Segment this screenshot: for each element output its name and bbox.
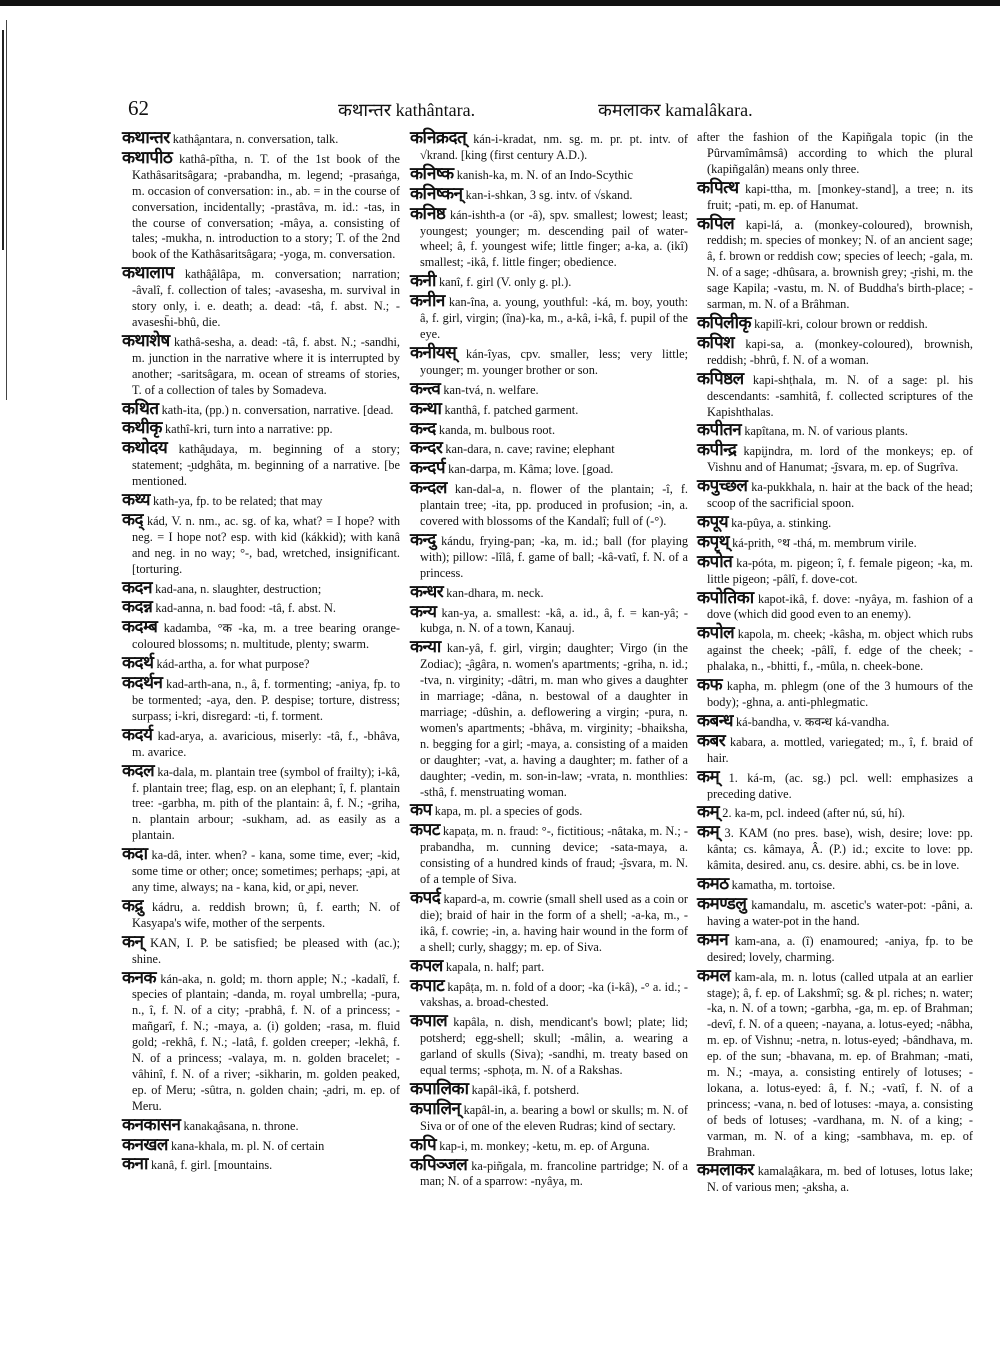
entry-headword: कम् xyxy=(697,802,720,822)
entry-definition: kapala, n. half; part. xyxy=(442,959,545,974)
dictionary-entry xyxy=(410,378,688,399)
entry-definition: kapîtana, m. N. of various plants. xyxy=(741,424,908,439)
dictionary-entry xyxy=(410,1098,688,1135)
entry-headword: कपिञ्जल xyxy=(410,1154,468,1174)
entry-headword: कपूय xyxy=(697,511,729,531)
entry-headword: कपाट xyxy=(410,975,445,995)
dictionary-entry xyxy=(697,710,973,731)
entry-headword: कपाल xyxy=(410,1011,448,1031)
entry-definition: kan-dara, n. cave; ravine; elephant xyxy=(442,442,615,457)
dictionary-entry xyxy=(410,601,688,638)
dictionary-entry xyxy=(122,846,400,896)
entry-definition: ka-póta, m. pigeon; î, f. female pigeon; -ka, m. little pigeon; -pâlî, f. dove-cot. xyxy=(707,555,973,586)
entry-headword: कपोल xyxy=(697,623,735,643)
dictionary-entry xyxy=(697,1162,973,1196)
dictionary-entry xyxy=(122,130,400,148)
dictionary-column-3 xyxy=(697,130,973,1198)
dictionary-entry xyxy=(122,931,400,968)
entry-headword: कपृथ् xyxy=(697,531,730,551)
dictionary-entry xyxy=(122,1114,400,1135)
entry-headword: कदा xyxy=(122,844,148,864)
entry-headword: कना xyxy=(122,1154,148,1174)
entry-headword: कनकासन xyxy=(122,1114,181,1134)
entry-definition: kan-dhara, m. neck. xyxy=(443,585,544,600)
dictionary-entry xyxy=(697,677,973,711)
dictionary-entry xyxy=(410,822,688,888)
dictionary-entry xyxy=(122,265,400,331)
entry-headword: कनीयस् xyxy=(410,342,457,362)
entry-definition: kapâl-in, a. bearing a bowl or skulls; m. N. of Siva or of one of the eleven Rudras; kind of sectary. xyxy=(420,1102,688,1133)
entry-headword: कन्द xyxy=(410,418,436,438)
entry-definition: kan-darpa, m. Kâma; love. [goad. xyxy=(445,462,614,477)
entry-headword: कदर्य xyxy=(122,724,153,744)
entry-headword: कन्दु xyxy=(410,529,436,549)
dictionary-entry xyxy=(410,163,688,184)
entry-definition: kán-i-kradat, nm. sg. m. pr. pt. intv. of √krand. [king (first century A.D.). xyxy=(420,132,688,162)
entry-definition: kán-aka, n. gold; m. thorn apple; N.; -kadalî, f. species of plantain; -danda, m. royal umbrella; -pura, n., î, f. N. of a city; -prabhâ, f. N. of a princess; -mañgarî, f. N.; -maya, a. (i) golden; -rasa, m. fluid gold; -rekhâ, f. N.; -latâ, f. golden creeper; -lekhâ, f. N. of a princess; -valaya, m. n. golden bracelet; -vâhinî, f. N. of a river; -sikharin, m. golden peaked, ep. of Meru; -sûtra, n. golden chain; -̮adri, m. ep. of Meru. xyxy=(132,971,400,1113)
entry-definition: kapha, m. phlegm (one of the 3 humours of the body); -ghna, a. anti-phlegmatic. xyxy=(707,679,973,709)
dictionary-entry xyxy=(410,1078,688,1099)
entry-definition: ka-dala, m. plantain tree (symbol of frailty); i-kâ, f. plantain tree; flag, esp. on an elephant; î, f. plantain tree: -garbha, m. pith of the plantain: â, f. N.; -griha, n. plantain arbour; -sukham, ad. as easily as a plantain. xyxy=(132,764,400,843)
dictionary-column-2 xyxy=(410,130,688,1192)
dictionary-entry xyxy=(122,492,400,510)
entry-definition: kam-ana, a. (î) enamoured; -aniya, fp. to be desired; lovely, charming. xyxy=(707,933,973,964)
guide-word-right: कमलाकर kamalâkara. xyxy=(598,100,753,120)
entry-headword: कनक xyxy=(122,967,157,987)
entry-definition: kapi-shṭhala, m. N. of a sage: pl. his descendants: -samhitâ, f. collected scriptures of the Kapishthalas. xyxy=(707,372,973,419)
entry-definition: kanda, m. bulbous root. xyxy=(435,422,556,437)
entry-headword: कपोत xyxy=(697,551,733,571)
entry-headword: कम् xyxy=(697,822,720,842)
entry-definition: kan-yâ, f. girl, virgin; daughter; Virgo (in the Zodiac); -̮âgâra, n. women's apartments; -griha, n. id.; -tva, n. virginity; -dâtri, m. man who gives a daughter in marriage; -dâna, n. bestowal of a daughter in marriage; -dûshin, a. deflowering a virgin; -pura, n. women's apartments; -bhâva, m. virginity; -bhaiksha, n. begging for a girl; -maya, a. consisting of a maiden or daughter; -vat, a. having a daughter; m. father of a daughter; -vedin, m. son-in-law; -vrata, n. monthlies: -sthâ, f. menstruating woman. xyxy=(420,641,688,799)
entry-definition: kabara, a. mottled, variegated; m., î, f. braid of hair. xyxy=(707,734,973,765)
dictionary-entry xyxy=(410,440,688,458)
dictionary-entry xyxy=(122,147,400,263)
entry-headword: कन्य xyxy=(410,601,437,621)
entry-headword: कपीन्द्र xyxy=(697,440,737,460)
dictionary-entry xyxy=(122,509,400,578)
dictionary-column-1 xyxy=(122,130,400,1176)
dictionary-entry xyxy=(122,967,400,1115)
dictionary-entry xyxy=(410,639,688,800)
dictionary-entry xyxy=(410,418,688,439)
entry-headword: कन्या xyxy=(410,637,441,657)
dictionary-entry xyxy=(410,581,688,602)
dictionary-entry xyxy=(410,398,688,419)
dictionary-entry xyxy=(697,511,973,532)
entry-definition: KAN, I. P. be satisfied; be pleased with (ac.); shine. xyxy=(132,935,400,966)
entry-headword: कदल xyxy=(122,760,155,780)
dictionary-entry xyxy=(410,460,688,478)
entry-headword: कनिष्ठ xyxy=(410,203,446,223)
entry-headword: कपल xyxy=(410,955,443,975)
entry-headword: कथ्य xyxy=(122,490,150,510)
entry-headword: कन्दर्प xyxy=(410,458,445,478)
entry-definition: kath-ita, (pp.) n. conversation, narrative. [dead. xyxy=(158,402,394,417)
entry-definition: kana-khala, m. pl. N. of certain xyxy=(167,1138,325,1153)
entry-headword: कन्दर xyxy=(410,438,443,458)
entry-headword: कदन xyxy=(122,577,153,597)
dictionary-entry xyxy=(697,422,973,440)
entry-definition: kapâṭa, m. n. fold of a door; -ka (i-kâ), -° a. id.; -vakshas, a. broad-chested. xyxy=(420,979,688,1010)
entry-definition: kándu, frying-pan; -ka, m. id.; ball (for playing with); pillow: -lîlâ, f. game of ball; -kâ-vatî, f. N. of a princess. xyxy=(420,533,688,580)
entry-definition: 1. ká-m, (ac. sg.) pcl. well: emphasizes a preceding dative. xyxy=(707,770,973,801)
dictionary-entry xyxy=(122,420,400,438)
entry-headword: कद्रु xyxy=(122,895,144,915)
entry-headword: कथीकृ xyxy=(122,418,162,438)
entry-headword: कनिक्रदत् xyxy=(410,128,467,147)
dictionary-entry xyxy=(122,724,400,761)
entry-headword: कपुच्छल xyxy=(697,476,748,496)
entry-definition: kapola, m. cheek; -kâsha, m. object which rubs against the cheek; -pâlî, f. edge of the cheek; -phalaka, n., -bhitti, f., -mûla, n. cheek-bone. xyxy=(707,627,973,674)
entry-definition: kathâ̮udaya, m. beginning of a story; statement; -̮udghâta, m. beginning of a narrative. [be mentioned. xyxy=(132,442,400,489)
dictionary-entry xyxy=(122,398,400,419)
entry-definition: kanish-ka, m. N. of an Indo-Scythic xyxy=(453,167,633,182)
page-number: 62 xyxy=(128,96,149,120)
dictionary-entry xyxy=(122,619,400,653)
entry-headword: कनीन xyxy=(410,291,445,311)
dictionary-entry xyxy=(122,895,400,932)
entry-definition: kadamba, °क -ka, m. a tree bearing orange-coloured blossoms; n. multitude, plenty; swarm. xyxy=(132,621,400,652)
dictionary-entry xyxy=(122,599,400,617)
entry-definition: kath-ya, fp. to be related; that may xyxy=(149,494,323,509)
entry-definition: kan-i-shkan, 3 sg. intv. of √skand. xyxy=(462,187,633,202)
entry-definition: kan-tvá, n. welfare. xyxy=(440,382,539,397)
entry-headword: कथाशेष xyxy=(122,330,170,350)
dictionary-entry xyxy=(410,342,688,379)
entry-definition: kán-îyas, cpv. smaller, less; very little; younger; m. younger brother or son. xyxy=(420,346,688,377)
entry-headword: कन् xyxy=(122,931,144,951)
dictionary-entry xyxy=(410,887,688,956)
entry-definition: kapâl-ikâ, f. potsherd. xyxy=(468,1082,580,1097)
entry-headword: कपिलीकृ xyxy=(697,312,752,332)
entry-headword: कपिल xyxy=(697,213,735,233)
entry-headword: कबन्ध xyxy=(697,710,733,730)
entry-headword: कपित्थ xyxy=(697,177,739,197)
entry-definition: kathâ̮âlâpa, m. conversation; narration; -âvalî, f. collection of tales; -avasesha, m. survival in story only, i. e. death; a. dead: -tâ, f. abst. N.; -avasesh̄i-bhû, die. xyxy=(132,267,400,329)
entry-headword: कपोतिका xyxy=(697,587,754,607)
dictionary-entry xyxy=(122,760,400,845)
dictionary-entry xyxy=(410,293,688,343)
entry-definition: kapi-lá, a. (monkey-coloured), brownish, reddish; m. species of monkey; N. of an ancient sage; â, f. brown or reddish cow; species of leech; -gala, m. N. of a sage; -dhûsara, a. brownish grey; -̮rishi, m. the sage Kapila; -vastu, m. N. of Buddha's birth-place; -sarman, m. N. of a Brâhman. xyxy=(707,217,973,312)
entry-definition: kamala̮âkara, m. bed of lotuses, lotus lake; N. of various men; -̮aksha, a. xyxy=(707,1164,973,1195)
dictionary-entry xyxy=(697,478,973,512)
scan-left-edge xyxy=(0,0,10,1372)
entry-definition: kanthâ, f. patched garment. xyxy=(441,402,579,417)
entry-headword: कथोदय xyxy=(122,438,168,458)
dictionary-entry xyxy=(697,531,973,552)
dictionary-entry xyxy=(410,1134,688,1155)
entry-definition: kapot-ikâ, f. dove: -nyâya, m. fashion of a dove (which did good even to an enemy). xyxy=(707,591,973,622)
entry-definition: ká-prith, °थ -thá, m. membrum virile. xyxy=(729,535,917,550)
entry-definition: kan-dal-a, n. flower of the plantain; -î, f. plantain tree; -ita, pp. produced in profusion; -in, a. covered with blossoms of the Kandalî; full of (-°). xyxy=(420,482,688,529)
running-header xyxy=(128,96,978,126)
dictionary-entry xyxy=(697,893,973,930)
dictionary-entry xyxy=(410,1013,688,1079)
scan-top-border xyxy=(0,0,1000,6)
dictionary-entry xyxy=(410,203,688,272)
entry-headword: कथान्तर xyxy=(122,128,170,147)
entry-headword: कम् xyxy=(697,766,720,786)
entry-definition: 2. ka-m, pcl. indeed (after nú, sú, hí). xyxy=(719,806,905,821)
entry-definition: kamatha, m. tortoise. xyxy=(728,878,836,893)
dictionary-entry xyxy=(410,529,688,582)
entry-definition: kad-anna, n. bad food: -tâ, f. abst. N. xyxy=(152,601,336,616)
entry-headword: कदर्थन xyxy=(122,673,163,693)
entry-definition: kádru, a. reddish brown; û, f. earth; N. of Kasyapa's wife, mother of the serpents. xyxy=(132,899,400,930)
dictionary-entry xyxy=(697,332,973,369)
entry-definition: kanaka̮âsana, n. throne. xyxy=(180,1118,299,1133)
entry-headword: कप xyxy=(410,800,432,820)
entry-headword: कमलाकर xyxy=(697,1160,754,1180)
dictionary-entry xyxy=(410,130,688,164)
entry-headword: कपालिका xyxy=(410,1078,469,1098)
entry-headword: कन्था xyxy=(410,398,442,418)
entry-definition: kapilî-kri, colour brown or reddish. xyxy=(751,316,928,331)
entry-headword: कद् xyxy=(122,509,144,529)
entry-definition: kad-arth-ana, n., â, f. tormenting; -aniya, fp. to be tormented; -aya, den. P. despise; torture, distress; surpass; i-kri, disregard: -ti, f. torment. xyxy=(132,677,400,723)
entry-headword: कन्त्व xyxy=(410,378,441,398)
entry-headword: कपीतन xyxy=(697,420,742,440)
entry-definition: kanî, f. girl (V. only g. pl.). xyxy=(435,275,572,290)
entry-definition: kád, V. n. nm., ac. sg. of ka, what? = I hope? with neg. = I hope not? esp. with kid (kákkid); with kanâ and neg. in no way; °-, bad, wretched, insignificant. [torturing. xyxy=(132,513,400,576)
entry-definition: kanâ, f. girl. [mountains. xyxy=(147,1158,273,1173)
entry-definition: after the fashion of the Kapiñgala topic (in the Pûrvamîmâmsâ) according to which the plural (kapiñgalân) means only three. xyxy=(697,130,973,176)
entry-definition: 3. KAM (no pres. base), wish, desire; love: pp. kânta; cs. kâmaya, Â. (P.) id.; excite to love: pp. kâmita, desired. anu, cs. desire. abhi, cs. be in love. xyxy=(707,826,973,873)
dictionary-entry xyxy=(697,213,973,313)
dictionary-entry xyxy=(410,955,688,976)
dictionary-entry xyxy=(122,675,400,725)
dictionary-entry xyxy=(697,730,973,767)
dictionary-entry xyxy=(697,130,973,178)
entry-definition: kathâ-pîtha, n. T. of the 1st book of the Kathâsaritsâgara; -prabandha, m. legend; -prasaṅga, m. occasion of conversation: in., ab. = in the course of conversation, incidentally; -prastâva, m. id.: -tas, in the course of conversation; -mâya, a. consisting of tales; -mukha, n. introduction to a story; T. of the 2nd book of the Kathâsaritsâgara; -yoga, m. conversation. xyxy=(132,151,400,262)
dictionary-entry xyxy=(410,480,688,530)
guide-word-left: कथान्तर kathântara. xyxy=(338,100,476,120)
entry-headword: कमन xyxy=(697,929,729,949)
entry-headword: कनी xyxy=(410,271,436,291)
entry-headword: कपालिन् xyxy=(410,1098,461,1118)
entry-definition: kád-artha, a. for what purpose? xyxy=(153,657,310,672)
entry-definition: kathâ-sesha, a. dead: -tâ, f. abst. N.; -sandhi, m. junction in the narrative where it is interrupted by another; -saritsâgara, m. ocean of streams of stories, T. of a collection of tales by Somadeva. xyxy=(132,334,400,397)
entry-headword: कपि xyxy=(410,1134,437,1154)
entry-definition: kapaṭa, m. n. fraud: °-, fictitious; -nâtaka, m. N.; -prabandha, m. cunning device; -sata-maya, a. consisting of a hundred kinds of fraud; -̮îsvara, m. N. of a temple of Siva. xyxy=(420,824,688,887)
dictionary-entry xyxy=(697,587,973,624)
entry-headword: कथालाप xyxy=(122,263,174,283)
dictionary-entry xyxy=(697,766,973,803)
entry-definition: kapard-a, m. cowrie (small shell used as a coin or die); braid of hair in the form of a shell; -a-ka, m., -ikâ, f. cowrie; -in, a. having hair wound in the form of a shell; curly, shaggy; m. ep. of Siva. xyxy=(420,891,688,954)
entry-definition: kad-ana, n. slaughter, destruction; xyxy=(152,581,322,596)
entry-headword: कनिष्कन् xyxy=(410,183,463,203)
dictionary-entry xyxy=(122,440,400,490)
entry-definition: kam-ala, m. n. lotus (called utpala at an earlier stage); â, f. ep. of Lakshmî; sg. & pl. riches; n. water; -ka, n. N. of a town; -garbha, -ga, m. ep. of Brahman; -devî, f. N. of a queen; -nayana, a. lotus-eyed; -nâbha, m. ep. of Vishnu; -netra, n. lotus-eyed; -bândhava, m. ep. of the sun; -bhavana, m. ep. of Brahman; -mati, m. N.; -maya, a. consisting entirely of lotuses; -lokana, a. lotus-eyed: â, f. N.; -vatî, f. N. of a princess; -vana, n. bed of lotuses: -maya, a. consisting of beds of lotuses; -vardhana, m. N. of a king; -varman, m. N. of a king; -sambhava, m. ep. of Brahman. xyxy=(707,969,973,1159)
entry-definition: kapa, m. pl. a species of gods. xyxy=(431,804,583,819)
entry-headword: कपिश xyxy=(697,332,735,352)
entry-definition: kapi-ttha, m. [monkey-stand], a tree; n. its fruit; -pati, m. ep. of Hanumat. xyxy=(707,181,973,212)
entry-headword: कदम्ब xyxy=(122,617,158,637)
dictionary-entry xyxy=(697,368,973,421)
entry-definition: ká-bandha, v. कवन्ध ká-vandha. xyxy=(732,714,890,729)
dictionary-entry xyxy=(122,330,400,399)
entry-headword: कबर xyxy=(697,730,726,750)
entry-definition: ka-pukkhala, n. hair at the back of the head; scoop of the sacrificial spoon. xyxy=(707,480,973,511)
dictionary-entry xyxy=(697,312,973,333)
entry-definition: ka-piñgala, m. francoline partridge; N. of a man; N. of a sparrow: -nyâya, m. xyxy=(420,1158,688,1189)
entry-definition: kapâla, n. dish, mendicant's bowl; plate; lid; potsherd; egg-shell; skull; -mâlin, a. wearing a garland of skulls (Siva); -sandhi, m. treaty based on equal terms; -sphoṭa, m. N. of a Rakshas. xyxy=(420,1015,688,1078)
dictionary-entry xyxy=(122,1156,400,1174)
entry-definition: kathî-kri, turn into a narrative: pp. xyxy=(161,422,333,437)
entry-definition: kan-ya, a. smallest: -kâ, a. id., â, f. = kan-yâ; -kubga, n. N. of a town, Kanauj. xyxy=(420,605,688,636)
dictionary-entry xyxy=(122,1134,400,1155)
entry-definition: kap-i, m. monkey; -ketu, m. ep. of Arguna. xyxy=(436,1138,650,1153)
dictionary-entry xyxy=(122,655,400,673)
dictionary-entry xyxy=(697,804,973,822)
dictionary-entry xyxy=(697,551,973,588)
dictionary-entry xyxy=(410,1154,688,1191)
dictionary-entry xyxy=(697,965,973,1161)
entry-headword: कदर्थ xyxy=(122,653,154,673)
dictionary-entry xyxy=(697,625,973,675)
entry-definition: kathâ̮antara, n. conversation, talk. xyxy=(169,132,339,146)
dictionary-entry xyxy=(122,577,400,598)
entry-headword: कफ xyxy=(697,675,723,695)
entry-headword: कपट xyxy=(410,820,440,840)
dictionary-entry xyxy=(410,975,688,1012)
entry-headword: कपिष्ठल xyxy=(697,368,744,388)
dictionary-entry xyxy=(697,929,973,966)
dictionary-entry xyxy=(697,177,973,214)
entry-definition: kapi-sa, a. (monkey-coloured), brownish, reddish; -bhrû, f. N. of a woman. xyxy=(707,336,973,367)
entry-definition: kán-ishth-a (or -â), spv. smallest; lowest; least; youngest; younger; m. descending pail of water-wheel; â, f. youngest wife; little finger; a-ka, a. (ikî) smallest; -ikâ, f. little finger; obedience. xyxy=(420,207,688,270)
dictionary-entry xyxy=(697,442,973,476)
entry-headword: कपर्द xyxy=(410,887,441,907)
dictionary-entry xyxy=(410,183,688,204)
entry-headword: कमठ xyxy=(697,874,729,894)
entry-definition: ka-pûya, a. stinking. xyxy=(728,515,832,530)
entry-headword: कदन्न xyxy=(122,597,153,617)
dictionary-entry xyxy=(697,876,973,894)
entry-headword: कमल xyxy=(697,965,731,985)
entry-headword: कन्दल xyxy=(410,478,447,498)
entry-definition: kapi̮indra, m. lord of the monkeys; ep. of Vishnu and of Hanumat; -̮îsvara, m. ep. of Sugrîva. xyxy=(707,444,973,475)
entry-headword: कथित xyxy=(122,398,159,418)
entry-headword: कनखल xyxy=(122,1134,168,1154)
entry-headword: कनिष्क xyxy=(410,163,454,183)
entry-headword: कमण्डलु xyxy=(697,893,747,913)
dictionary-entry xyxy=(410,273,688,291)
entry-definition: kad-arya, a. avaricious, miserly: -tâ, f., -bhâva, m. avarice. xyxy=(132,728,400,759)
entry-headword: कन्धर xyxy=(410,581,444,601)
dictionary-entry xyxy=(410,802,688,820)
dictionary-entry xyxy=(697,824,973,874)
entry-definition: kan-îna, a. young, youthful: -ká, m. boy, youth: â, f. girl, virgin; (îna)-ka, m., a-kâ, i-kâ, f. pupil of the eye. xyxy=(420,295,688,341)
entry-definition: ka-dâ, inter. when? - kana, some time, ever; -kid, some time or other; once; sometimes; perhaps; -̮api, at any time, always; na - kana, kid, or ̮api, never. xyxy=(132,848,400,894)
entry-headword: कथापीठ xyxy=(122,147,173,167)
entry-definition: kamandalu, m. ascetic's water-pot: -pâni, a. having a water-pot in the hand. xyxy=(707,897,973,928)
